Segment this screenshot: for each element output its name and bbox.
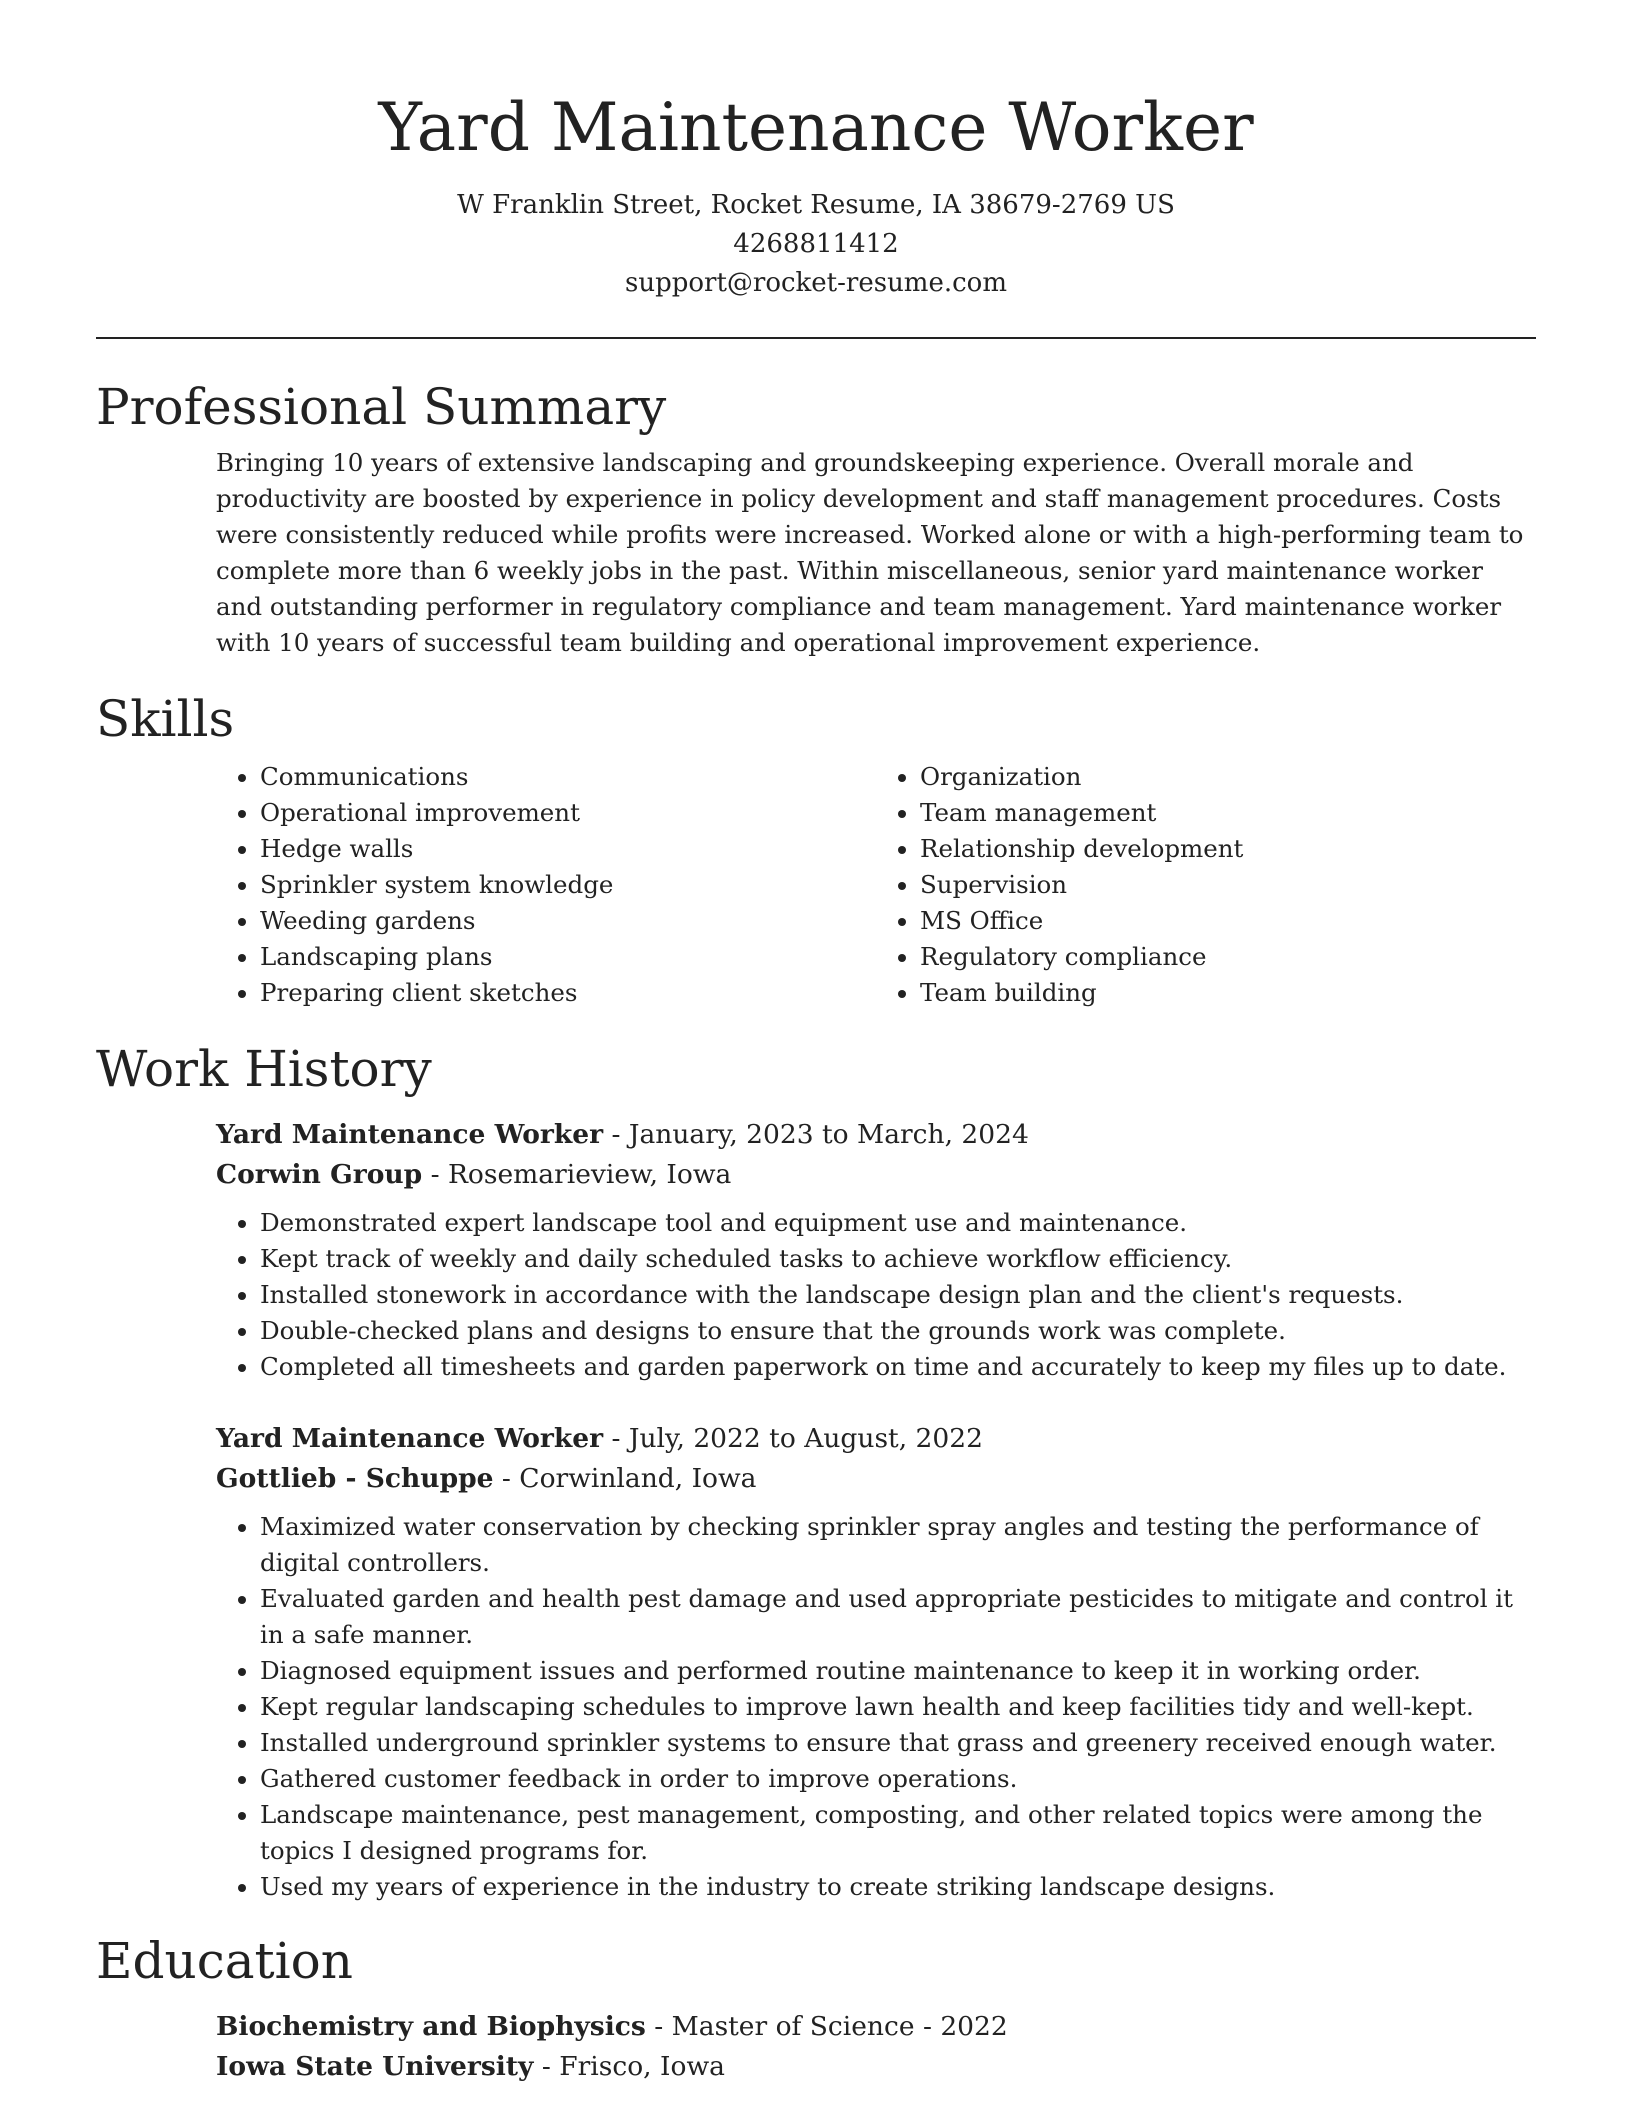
skill-item: • MS Office bbox=[920, 903, 1536, 939]
skill-item: • Team building bbox=[920, 975, 1536, 1011]
job-role: Yard Maintenance Worker bbox=[216, 1119, 604, 1150]
job-company-line bbox=[216, 1155, 1536, 1195]
job-bullet: • Diagnosed equipment issues and performed routine maintenance to keep it in working order. bbox=[260, 1653, 1536, 1689]
work-history-title: Work History bbox=[96, 1040, 432, 1098]
job-location: - Rosemarieview, Iowa bbox=[422, 1159, 732, 1190]
education-school-line bbox=[216, 2047, 1536, 2087]
job-company: Gottlieb - Schuppe bbox=[216, 1463, 494, 1494]
education-degree-line bbox=[216, 2007, 1536, 2047]
job-title-line bbox=[216, 1115, 1536, 1155]
skill-item: • Sprinkler system knowledge bbox=[260, 867, 876, 903]
job-bullet: • Landscape maintenance, pest management, composting, and other related topics were among the topics I designed programs for. bbox=[260, 1797, 1536, 1869]
job-bullet: • Gathered customer feedback in order to improve operations. bbox=[260, 1761, 1536, 1797]
skill-item: • Weeding gardens bbox=[260, 903, 876, 939]
header-divider bbox=[96, 337, 1536, 339]
education-location: - Frisco, Iowa bbox=[533, 2051, 725, 2082]
education-field: Biochemistry and Biophysics bbox=[216, 2011, 646, 2042]
job-bullet: • Maximized water conservation by checking sprinkler spray angles and testing the performance of digital controllers. bbox=[260, 1509, 1536, 1581]
job-company-line bbox=[216, 1459, 1536, 1499]
resume-page bbox=[96, 0, 1536, 2087]
skill-item: • Landscaping plans bbox=[260, 939, 876, 975]
resume-header bbox=[96, 0, 1536, 303]
education-section bbox=[96, 1931, 1536, 2087]
job-dates: - July, 2022 to August, 2022 bbox=[603, 1423, 983, 1454]
skills-section bbox=[96, 689, 1536, 1011]
job-bullet: • Kept regular landscaping schedules to improve lawn health and keep facilities tidy and well-kept. bbox=[260, 1689, 1536, 1725]
job-bullet: • Evaluated garden and health pest damage and used appropriate pesticides to mitigate and control it in a safe manner. bbox=[260, 1581, 1536, 1653]
job-bullets bbox=[216, 1509, 1536, 1905]
job-entry bbox=[216, 1115, 1536, 1385]
summary-text: Bringing 10 years of extensive landscaping and groundskeeping experience. Overall morale and productivity are boosted by experience in policy development and staff management procedures. Costs were consistently reduced while profits were increased. Worked alone or with a high-performing team to complete more than 6 weekly jobs in the past. Within miscellaneous, senior yard maintenance worker and outstanding performer in regulatory compliance and team management. Yard maintenance worker with 10 years of successful team building and operational improvement experience. bbox=[216, 448, 1524, 657]
skill-item: • Operational improvement bbox=[260, 795, 876, 831]
education-entry bbox=[216, 2007, 1536, 2087]
skill-item: • Preparing client sketches bbox=[260, 975, 876, 1011]
phone-number: 4268811412 bbox=[733, 229, 899, 259]
education-degree: - Master of Science - 2022 bbox=[645, 2011, 1008, 2042]
job-bullet: • Double-checked plans and designs to ensure that the grounds work was complete. bbox=[260, 1313, 1536, 1349]
skill-item: • Hedge walls bbox=[260, 831, 876, 867]
email-address: support@rocket-resume.com bbox=[624, 268, 1007, 298]
skill-item: • Regulatory compliance bbox=[920, 939, 1536, 975]
job-bullets bbox=[216, 1205, 1536, 1385]
job-dates: - January, 2023 to March, 2024 bbox=[603, 1119, 1029, 1150]
job-bullet: • Demonstrated expert landscape tool and equipment use and maintenance. bbox=[260, 1205, 1536, 1241]
job-bullet: • Kept track of weekly and daily scheduled tasks to achieve workflow efficiency. bbox=[260, 1241, 1536, 1277]
job-bullet: • Installed stonework in accordance with the landscape design plan and the client's requests. bbox=[260, 1277, 1536, 1313]
skills-grid bbox=[216, 759, 1536, 1011]
job-title-line bbox=[216, 1419, 1536, 1459]
job-bullet: • Installed underground sprinkler systems to ensure that grass and greenery received enough water. bbox=[260, 1725, 1536, 1761]
skill-item: • Communications bbox=[260, 759, 876, 795]
summary-title: Professional Summary bbox=[96, 378, 667, 436]
education-school: Iowa State University bbox=[216, 2051, 534, 2082]
education-title: Education bbox=[96, 1932, 353, 1990]
candidate-name: Yard Maintenance Worker bbox=[378, 89, 1254, 166]
skill-item: • Relationship development bbox=[920, 831, 1536, 867]
skill-item: • Team management bbox=[920, 795, 1536, 831]
job-bullet: • Completed all timesheets and garden paperwork on time and accurately to keep my files up to date. bbox=[260, 1349, 1536, 1385]
contact-info bbox=[96, 186, 1536, 303]
skills-column-left bbox=[216, 759, 876, 1011]
job-location: - Corwinland, Iowa bbox=[493, 1463, 757, 1494]
job-company: Corwin Group bbox=[216, 1159, 423, 1190]
skill-item: • Supervision bbox=[920, 867, 1536, 903]
job-bullet: • Used my years of experience in the industry to create striking landscape designs. bbox=[260, 1869, 1536, 1905]
skills-column-right bbox=[876, 759, 1536, 1011]
summary-section bbox=[96, 377, 1536, 661]
job-role: Yard Maintenance Worker bbox=[216, 1423, 604, 1454]
skill-item: • Organization bbox=[920, 759, 1536, 795]
address: W Franklin Street, Rocket Resume, IA 38679-2769 US bbox=[457, 190, 1175, 220]
job-entry bbox=[216, 1419, 1536, 1905]
skills-title: Skills bbox=[96, 690, 235, 748]
work-history-section bbox=[96, 1039, 1536, 1905]
